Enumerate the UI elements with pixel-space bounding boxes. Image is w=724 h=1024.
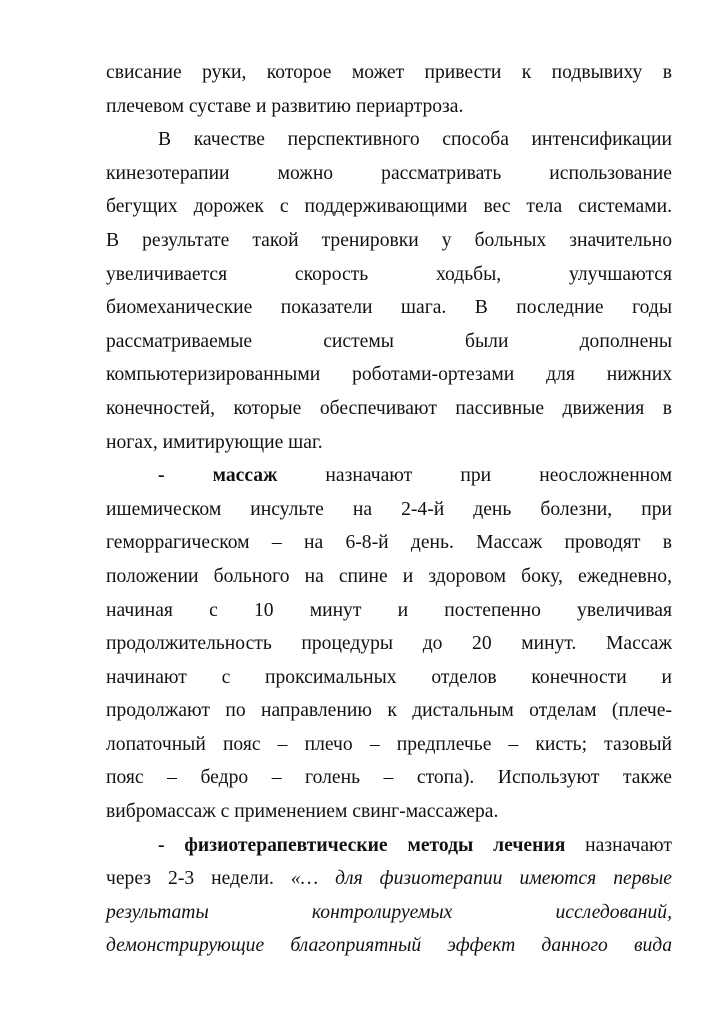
text-line: ногах, имитирующие шаг. (106, 431, 323, 453)
text-line: продолжают по направлению к дистальным отделам (плече- (106, 700, 672, 722)
text-line: вибромассаж с применением свинг-массажера. (106, 801, 499, 823)
text-line: свисание руки, которое может привести к подвывиху в (106, 62, 672, 83)
text-line: увеличивается скорость ходьбы, улучшаются (106, 263, 672, 285)
massage-term: - массаж (158, 465, 278, 487)
text-line: начинают с проксимальных отделов конечности и (106, 666, 672, 688)
text-line: конечностей, которые обеспечивают пассивные движения в (106, 397, 672, 419)
text-line: кинезотерапии можно рассматривать использование (106, 162, 672, 184)
quote-line (106, 929, 672, 963)
text-line: плечевом суставе и развитию периартроза. (106, 95, 464, 117)
text-line: геморрагическом – на 6-8-й день. Массаж проводят в (106, 532, 672, 554)
text-line: лопаточный пояс – плечо – предплечье – кисть; тазовый (106, 733, 672, 755)
text-line: положении больного на спине и здоровом боку, ежедневно, (106, 565, 672, 587)
physio-heading-line (106, 829, 672, 863)
text-line (106, 862, 672, 896)
text-line: рассматриваемые системы были дополнены (106, 330, 672, 352)
quote-line (106, 896, 672, 930)
quote-fragment: демонстрирующие благоприятный эффект данного вида (106, 935, 672, 957)
text-line: бегущих дорожек с поддерживающими вес тела системами. (106, 196, 672, 218)
quote-fragment: «… для физиотерапии имеются первые (290, 868, 672, 890)
text-fragment: через 2-3 недели. (106, 868, 274, 890)
text-line: В качестве перспективного способа интенсификации (158, 129, 672, 151)
quote-fragment: результаты контролируемых исследований, (106, 901, 672, 923)
text-line: ишемическом инсульте на 2-4-й день болезни, при (106, 498, 672, 520)
text-line: В результате такой тренировки у больных значительно (106, 229, 672, 251)
text-fragment: назначают (585, 834, 672, 856)
physio-term: - физиотерапевтические методы лечения (158, 834, 566, 856)
body-text (106, 56, 672, 963)
text-line: компьютеризированными роботами-ортезами для нижних (106, 364, 672, 386)
massage-heading-line (106, 459, 672, 493)
text-line: биомеханические показатели шага. В последние годы (106, 297, 672, 319)
text-fragment: назначают при неосложненном (325, 465, 672, 487)
text-line: пояс – бедро – голень – стопа). Используют также (106, 767, 672, 789)
text-line: начиная с 10 минут и постепенно увеличивая (106, 599, 672, 621)
text-line: продолжительность процедуры до 20 минут. Массаж (106, 633, 672, 655)
